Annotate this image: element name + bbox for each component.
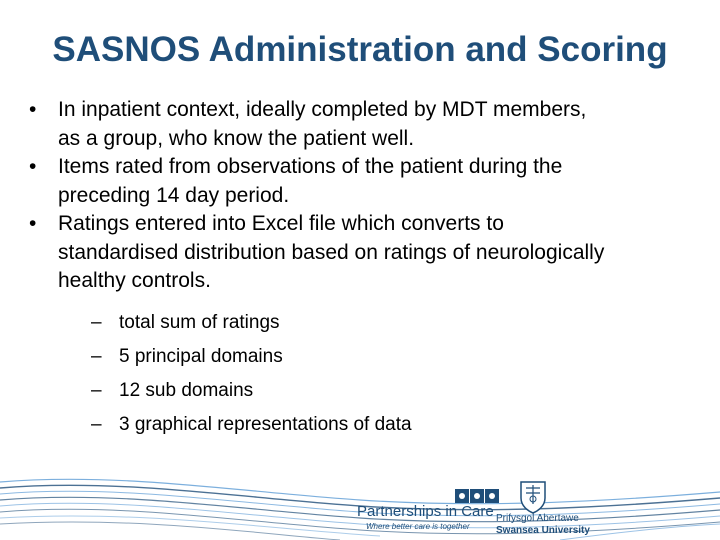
bullet-line: Ratings entered into Excel file which converts to — [58, 212, 504, 235]
bullet-item — [28, 210, 698, 442]
bullet-list — [28, 96, 698, 442]
bullet-line: In inpatient context, ideally completed by MDT members, — [58, 98, 587, 121]
bullet-line: standardised distribution based on ratings of neurologically — [58, 240, 605, 264]
dash-marker: – — [91, 345, 102, 367]
sub-bullet-text: 5 principal domains — [119, 345, 283, 367]
dash-marker: – — [91, 311, 102, 333]
university-english-name: Swansea University — [496, 525, 590, 536]
sub-bullet-text: 3 graphical representations of data — [119, 413, 412, 435]
dash-marker: – — [91, 413, 102, 435]
bullet-item — [28, 96, 698, 153]
footer-wave-decoration — [0, 462, 720, 540]
sub-bullet-item — [91, 374, 698, 408]
slide-title: SASNOS Administration and Scoring — [52, 30, 668, 69]
partnerships-logo-icon — [455, 489, 499, 503]
bullet-line: Items rated from observations of the patient during the — [58, 155, 563, 178]
university-crest-icon — [518, 480, 548, 514]
university-welsh-name: Prifysgol Abertawe — [496, 513, 579, 524]
logo-square — [470, 489, 484, 503]
partnerships-logo-name: Partnerships in Care — [357, 503, 494, 520]
dash-marker: – — [91, 379, 102, 401]
sub-bullet-list — [91, 306, 698, 442]
sub-bullet-text: total sum of ratings — [119, 311, 280, 333]
bullet-marker: • — [29, 98, 37, 121]
bullet-item — [28, 153, 698, 210]
partnerships-logo-tagline: Where better care is together — [366, 522, 470, 531]
sub-bullet-item — [91, 340, 698, 374]
sub-bullet-item — [91, 306, 698, 340]
sub-bullet-item — [91, 408, 698, 442]
sub-bullet-text: 12 sub domains — [119, 379, 254, 401]
bullet-marker: • — [29, 155, 37, 178]
bullet-marker: • — [29, 212, 37, 235]
bullet-line: preceding 14 day period. — [58, 183, 290, 207]
logo-square — [455, 489, 469, 503]
bullet-line: as a group, who know the patient well. — [58, 126, 415, 150]
bullet-line: healthy controls. — [58, 269, 211, 292]
logo-square — [485, 489, 499, 503]
